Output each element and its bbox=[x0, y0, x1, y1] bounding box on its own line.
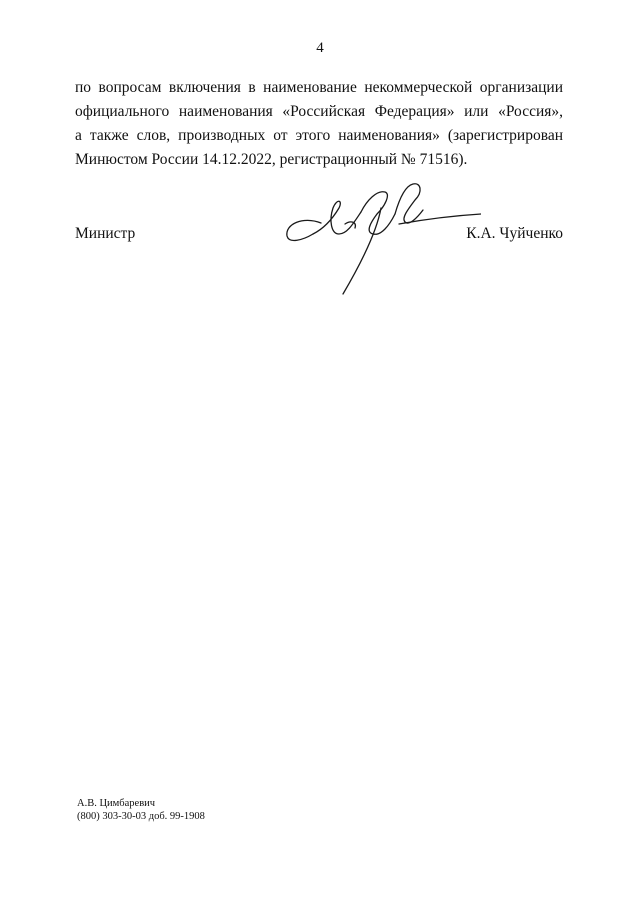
body-line-4: Минюстом России 14.12.2022, регистрационный № 71516). bbox=[75, 151, 468, 168]
signature-block bbox=[75, 220, 563, 310]
executor-phone: (800) 303-30-03 доб. 99-1908 bbox=[77, 811, 205, 822]
signatory-name: К.А. Чуйченко bbox=[466, 225, 563, 242]
body-line-2: официального наименования «Российская Федерация» или «Россия», bbox=[75, 103, 563, 120]
handwritten-signature bbox=[281, 178, 481, 298]
body-line-3: а также слов, производных от этого наименования» (зарегистрирован bbox=[75, 127, 563, 144]
body-paragraph bbox=[75, 76, 563, 172]
body-line-1: по вопросам включения в наименование некоммерческой организации bbox=[75, 79, 563, 96]
signatory-position: Министр bbox=[75, 225, 136, 242]
page-number: 4 bbox=[316, 40, 324, 56]
executor-name: А.В. Цимбаревич bbox=[77, 798, 156, 809]
executor-info bbox=[77, 797, 205, 823]
